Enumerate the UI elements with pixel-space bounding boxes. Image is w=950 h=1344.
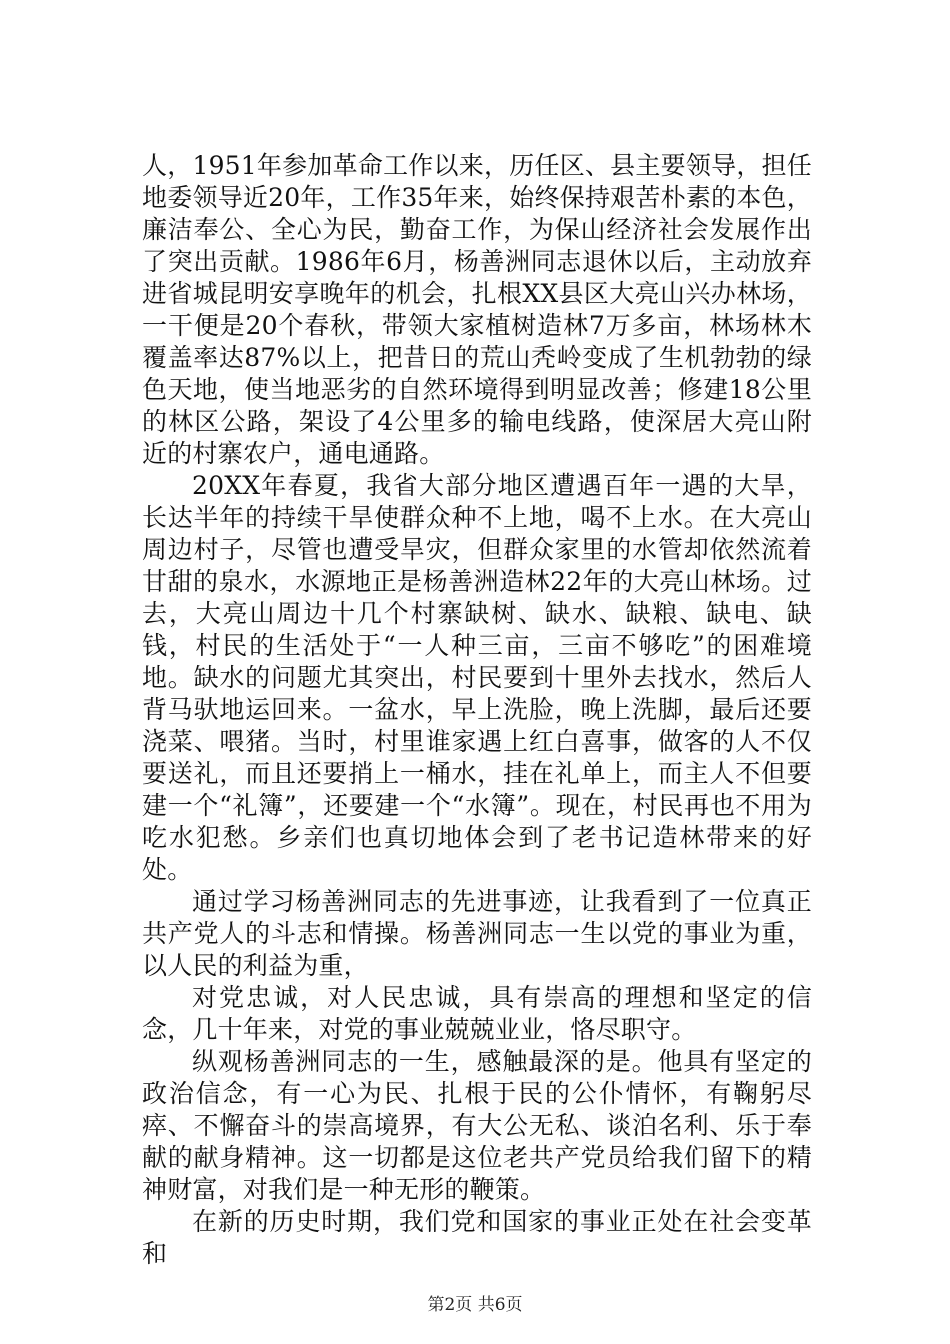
paragraph: 20XX年春夏，我省大部分地区遭遇百年一遇的大旱，长达半年的持续干旱使群众种不上地，喝不上水。在大亮山周边村子，尽管也遭受旱灾，但群众家里的水管却依然流着甘甜的泉水，水源地正是杨善洲造林22年的大亮山林场。过去，大亮山周边十几个村寨缺树、缺水、缺粮、缺电、缺钱，村民的生活处于“一人种三亩，三亩不够吃”的困难境地。缺水的问题尤其突出，村民要到十里外去找水，然后人背马驮地运回来。一盆水，早上洗脸，晚上洗脚，最后还要浇菜、喂猪。当时，村里谁家遇上红白喜事，做客的人不仅要送礼，而且还要捎上一桶水，挂在礼单上，而主人不但要建一个“礼簿”，还要建一个“水簿”。现在，村民再也不用为吃水犯愁。乡亲们也真切地体会到了老书记造林带来的好处。 (142, 471, 812, 884)
body-text (142, 150, 812, 1270)
page-footer: 第2页 共6页 (427, 1295, 523, 1315)
paragraph: 纵观杨善洲同志的一生，感触最深的是。他具有坚定的政治信念，有一心为民、扎根于民的公仆情怀，有鞠躬尽瘁、不懈奋斗的崇高境界，有大公无私、谈泊名利、乐于奉献的献身精神。这一切都是这位老共产党员给我们留下的精神财富，对我们是一种无形的鞭策。 (142, 1047, 812, 1204)
paragraph: 通过学习杨善洲同志的先进事迹，让我看到了一位真正共产党人的斗志和情操。杨善洲同志一生以党的事业为重，以人民的利益为重， (142, 887, 812, 980)
paragraph: 对党忠诚，对人民忠诚，具有崇高的理想和坚定的信念，几十年来，对党的事业兢兢业业，恪尽职守。 (142, 983, 812, 1044)
paragraph: 人，1951年参加革命工作以来，历任区、县主要领导，担任地委领导近20年，工作35年来，始终保持艰苦朴素的本色，廉洁奉公、全心为民，勤奋工作，为保山经济社会发展作出了突出贡献。1986年6月，杨善洲同志退休以后，主动放弃进省城昆明安享晚年的机会，扎根XX县区大亮山兴办林场，一干便是20个春秋，带领大家植树造林7万多亩，林场林木覆盖率达87%以上，把昔日的荒山秃岭变成了生机勃勃的绿色天地，使当地恶劣的自然环境得到明显改善；修建18公里的林区公路，架设了4公里多的输电线路，使深居大亮山附近的村寨农户，通电通路。 (142, 151, 812, 468)
paragraph: 在新的历史时期，我们党和国家的事业正处在社会变革和 (142, 1207, 812, 1268)
